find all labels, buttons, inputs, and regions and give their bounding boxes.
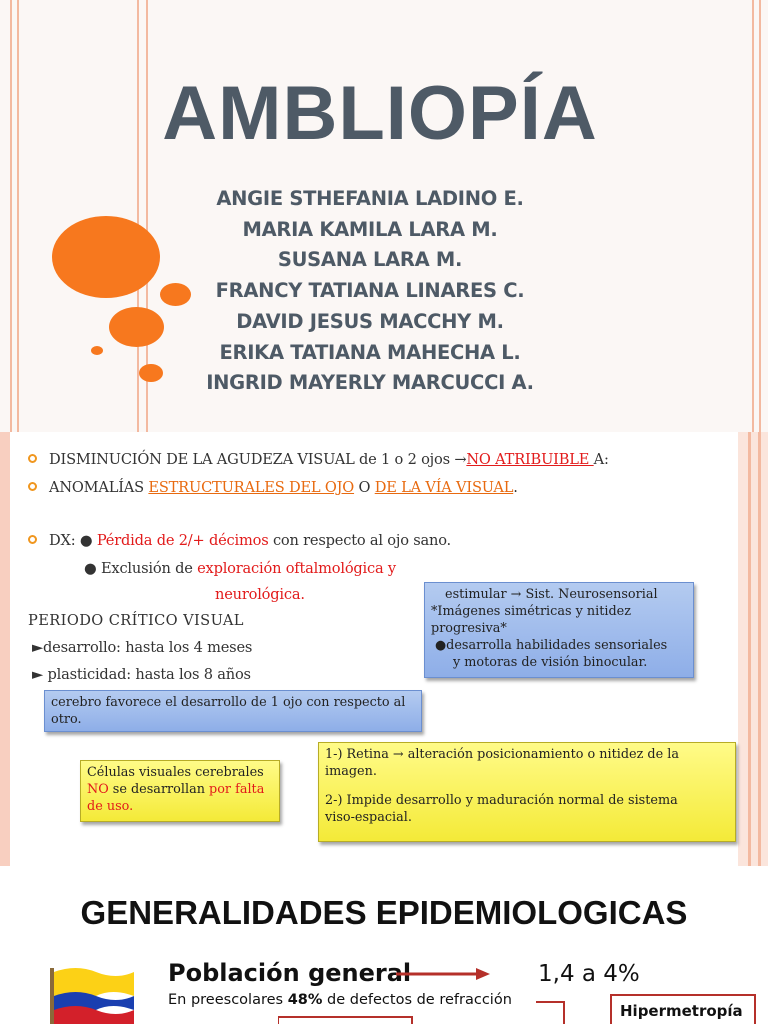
text-run: A: xyxy=(593,451,609,468)
text-run: . xyxy=(513,479,518,496)
decor-circle xyxy=(109,307,164,347)
highlight-text: 48% xyxy=(287,992,323,1008)
slide-epidemiology xyxy=(0,866,768,1024)
critical-period-item: ►desarrollo: hasta los 4 meses xyxy=(32,639,253,656)
note-line: imagen. xyxy=(325,764,377,779)
decor-line xyxy=(759,0,761,432)
hypermetropia-box xyxy=(610,994,756,1024)
note-line: Células visuales cerebrales xyxy=(87,765,264,780)
highlight-text: NO ATRIBUIBLE xyxy=(466,451,594,468)
arrow-right-icon xyxy=(396,966,492,982)
circle-bullet-icon xyxy=(28,535,37,544)
text-run: En preescolares xyxy=(168,992,288,1008)
text-run: se desarrollan xyxy=(108,782,210,797)
decor-line xyxy=(752,0,754,432)
author-name: DAVID JESUS MACCHY M. xyxy=(236,309,504,333)
text-run: de defectos de refracción xyxy=(322,992,512,1008)
slide-definition xyxy=(0,432,768,866)
critical-period-item: ► plasticidad: hasta los 8 años xyxy=(32,666,251,683)
note-line: *Imágenes simétricas y nitidez xyxy=(431,604,631,619)
note-line: ●desarrolla habilidades sensoriales xyxy=(435,638,668,653)
decor-line xyxy=(10,0,12,432)
text-run: ● Exclusión de xyxy=(84,560,198,577)
note-box-retina xyxy=(318,742,736,842)
circle-bullet-icon xyxy=(28,454,37,463)
general-population-rate: 1,4 a 4% xyxy=(538,961,640,987)
exclusion-line-cont: neurológica. xyxy=(215,586,305,603)
presentation-title: AMBLIOPÍA xyxy=(162,71,598,156)
highlight-text: exploración oftalmológica y xyxy=(197,560,396,577)
text-run: DISMINUCIÓN DE LA AGUDEZA VISUAL xyxy=(49,451,355,468)
note-line: 2-) Impide desarrollo y maduración normal de sistema xyxy=(325,793,678,808)
highlight-text: NO xyxy=(87,782,109,797)
author-name: INGRID MAYERLY MARCUCCI A. xyxy=(206,371,534,395)
decor-circle xyxy=(91,346,103,355)
author-list xyxy=(180,184,560,399)
note-line: 1-) Retina → alteración posicionamiento o nitidez de la xyxy=(325,747,679,762)
slide-border xyxy=(0,432,10,866)
note-line xyxy=(87,781,273,798)
highlight-text: Pérdida de 2/+ décimos xyxy=(96,532,269,549)
text-run: de 1 o 2 ojos → xyxy=(354,451,467,468)
author-name: ERIKA TATIANA MAHECHA L. xyxy=(219,340,521,364)
author-name: ANGIE STHEFANIA LADINO E. xyxy=(216,187,524,210)
note-line: estimular → Sist. Neurosensorial xyxy=(445,587,658,602)
note-line: cerebro favorece el desarrollo de 1 ojo con respecto al xyxy=(51,695,406,710)
slide-border xyxy=(748,432,751,866)
epidemiology-title: GENERALIDADES EPIDEMIOLOGICAS xyxy=(80,894,688,931)
diagnosis-line xyxy=(28,532,451,549)
highlight-text: por falta xyxy=(209,782,265,797)
circle-bullet-icon xyxy=(28,482,37,491)
text-run: DX: ● xyxy=(49,532,97,549)
note-box-neurosensorial xyxy=(424,582,694,678)
note-line: progresiva* xyxy=(431,621,507,636)
highlight-text: ESTRUCTURALES DEL OJO xyxy=(148,479,355,496)
hypermetropia-label: Hipermetropía xyxy=(620,1002,743,1020)
connector-line xyxy=(278,994,568,1024)
exclusion-line xyxy=(84,560,396,577)
note-line: de uso. xyxy=(87,799,134,814)
text-run: ANOMALÍAS xyxy=(49,479,149,496)
slide-title xyxy=(0,0,768,432)
decor-circle xyxy=(139,364,163,382)
decor-line xyxy=(137,0,139,432)
note-line: otro. xyxy=(51,712,82,727)
colombia-flag-icon xyxy=(40,966,136,1024)
note-line: y motoras de visión binocular. xyxy=(453,655,648,670)
text-run: O xyxy=(354,479,375,496)
decor-circle-large xyxy=(52,216,160,298)
decor-line xyxy=(17,0,19,432)
note-box-cerebro xyxy=(44,690,422,732)
text-run: con respecto al ojo sano. xyxy=(268,532,451,549)
definition-line xyxy=(28,479,518,496)
slide-border xyxy=(758,432,761,866)
general-population-label: Población general xyxy=(168,959,412,987)
slide-border xyxy=(738,432,768,866)
highlight-text: DE LA VÍA VISUAL xyxy=(374,479,514,496)
author-name: SUSANA LARA M. xyxy=(277,248,463,272)
note-box-celulas xyxy=(80,760,280,822)
note-line: viso-espacial. xyxy=(325,810,412,825)
author-name: FRANCY TATIANA LINARES C. xyxy=(215,279,525,303)
critical-period-title: PERIODO CRÍTICO VISUAL xyxy=(28,612,244,629)
definition-line xyxy=(28,451,609,468)
author-name: MARIA KAMILA LARA M. xyxy=(242,217,498,241)
